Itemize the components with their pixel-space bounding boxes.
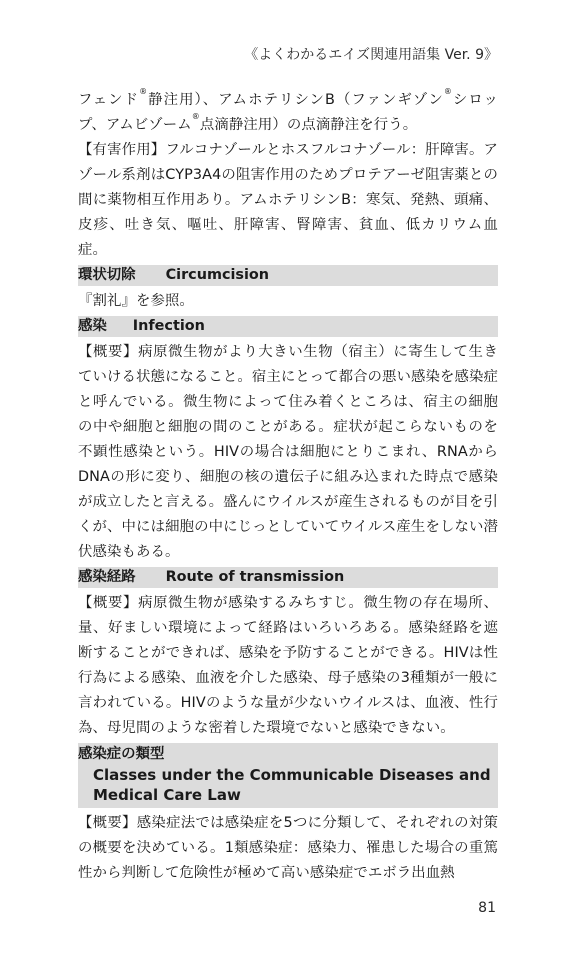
term-body-infection: 【概要】病原微生物がより大きい生物（宿主）に寄生して生きていける状態になること。宿主にとって都合の悪い感染を感染症と呼んでいる。微生物によって住み着くところは、宿主の細胞の中や細胞と細胞の間のことがある。症状が起こらないものを不顕性感染という。HIVの場合は細胞にとりこまれ、RNAからDNAの形に変り、細胞の核の遺伝子に組み込まれた時点で感染が成立したと言える。盛んにウイルスが産生されるものが目を引くが、中には細胞の中にじっとしていてウイルス産生をしない潜伏感染もある。 <box>78 344 498 560</box>
term-en: Infection <box>132 318 205 334</box>
term-heading-infection <box>78 316 498 337</box>
intro-text: 静注用）、アムホテリシンB（ファンギゾン <box>147 92 444 108</box>
intro-text: 点滴静注用）の点滴静注を行う。 <box>199 117 418 133</box>
intro-text: シロップ、 <box>78 92 498 133</box>
intro-text: フェンド <box>78 92 140 108</box>
term-heading-classes <box>78 743 498 808</box>
term-ja: 感染 <box>78 318 107 334</box>
registered-mark: ® <box>139 87 148 96</box>
term-heading-route <box>78 567 498 588</box>
term-en: Route of transmission <box>165 569 345 585</box>
term-ja: 感染症の類型 <box>78 746 165 762</box>
term-body-route: 【概要】病原微生物が感染するみちすじ。微生物の存在場所、量、好ましい環境によって経路はいろいろある。感染経路を遮断することができれば、感染を予防することができる。HIVは性行為による感染、血液を介した感染、母子感染の3種類が一般に言われている。HIVのような量が少ないウイルスは、血液、性行為、母児間のような密着した環境でないと感染できない。 <box>78 595 498 736</box>
page-body <box>78 88 498 886</box>
term-en: Circumcision <box>165 267 270 283</box>
term-ja: 感染経路 <box>78 569 136 585</box>
registered-mark: ® <box>191 112 200 121</box>
running-header: 《よくわかるエイズ関連用語集 Ver. 9》 <box>244 47 498 63</box>
term-body-classes: 【概要】感染症法では感染症を5つに分類して、それぞれの対策の概要を決めている。1類感染症：感染力、罹患した場合の重篤性から判断して危険性が極めて高い感染症でエボラ出血熱 <box>78 815 498 881</box>
intro-paragraph <box>78 88 498 138</box>
intro-text: アムビゾーム <box>105 117 192 133</box>
page-number: 81 <box>478 900 496 916</box>
side-effects-paragraph: 【有害作用】フルコナゾールとホスフルコナゾール：肝障害。アゾール系剤はCYP3A4の阻害作用のためプロテアーゼ阻害薬との間に薬物相互作用あり。アムホテリシンB：寒気、発熱、頭痛、皮疹、吐き気、嘔吐、肝障害、腎障害、貧血、低カリウム血症。 <box>78 142 498 258</box>
registered-mark: ® <box>443 87 452 96</box>
term-body-circumcision: 『割礼』を参照。 <box>78 293 194 309</box>
term-heading-circumcision <box>78 265 498 286</box>
term-en: Classes under the Communicable Diseases and Medical Care Law <box>93 766 491 804</box>
term-ja: 環状切除 <box>78 267 136 283</box>
